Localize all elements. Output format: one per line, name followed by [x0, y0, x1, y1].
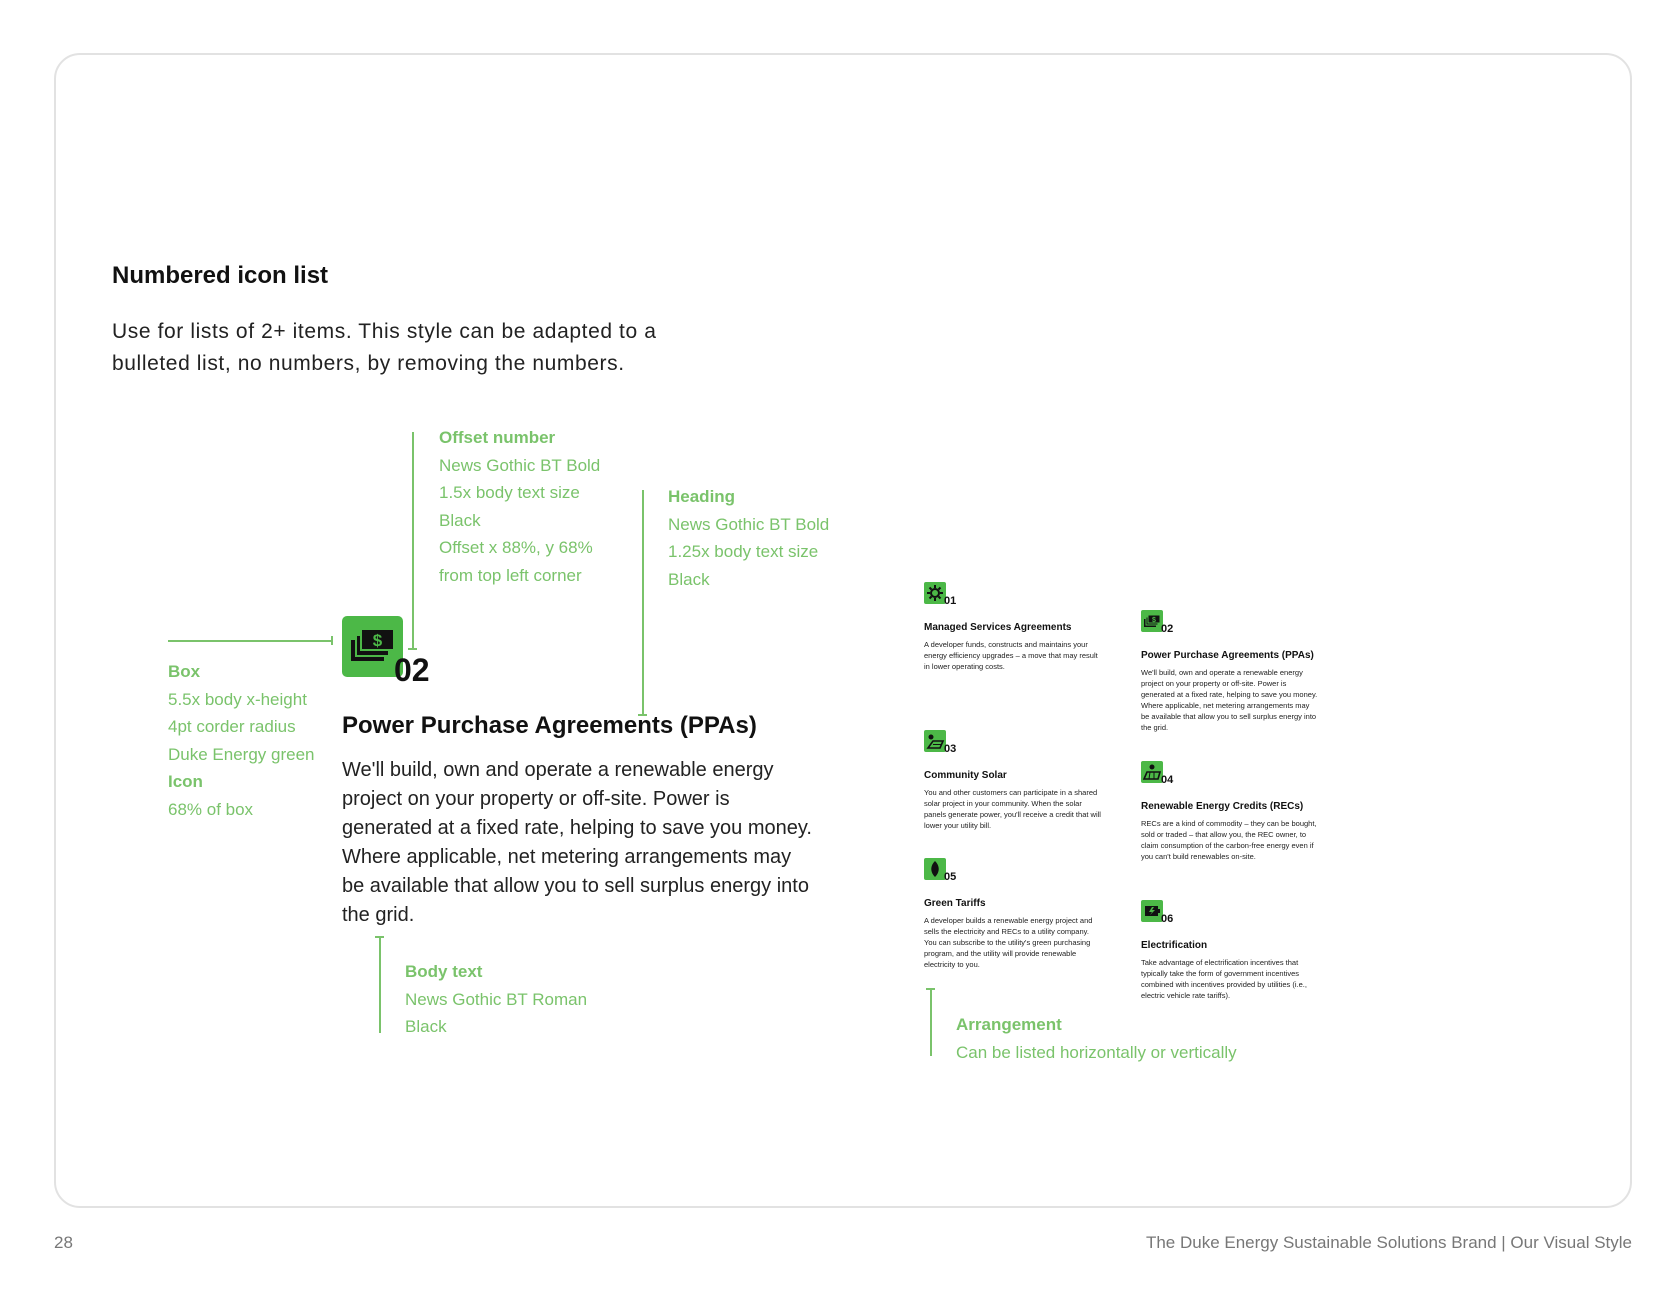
leaf-icon: [924, 858, 946, 880]
svg-text:$: $: [1152, 617, 1156, 624]
annotation-line: 68% of box: [168, 799, 254, 819]
box-annotation: [168, 658, 314, 823]
annotation-title: Body text: [405, 962, 483, 981]
heading-annotation: [668, 483, 829, 593]
list-item-box: [1141, 610, 1163, 632]
offset-number-annotation: [439, 424, 600, 589]
annotation-title: Offset number: [439, 428, 556, 447]
list-item-heading: Electrification: [1141, 940, 1208, 951]
list-item-heading: Managed Services Agreements: [924, 622, 1072, 633]
offset-number-leader-line: [412, 432, 414, 648]
heading-leader-line: [642, 490, 644, 714]
list-item-number: 06: [1161, 913, 1174, 925]
body-text-leader-tick: [375, 936, 384, 938]
annotation-line: Duke Energy green: [168, 744, 315, 764]
gear-icon: [924, 582, 946, 604]
annotation-title: Arrangement: [956, 1015, 1062, 1034]
annotation-line: 5.5x body x-height: [168, 689, 307, 709]
list-item-body: A developer funds, constructs and maintains your energy efficiency upgrades – a move that may result in lower operating costs.: [924, 640, 1098, 671]
list-item-number: 05: [944, 871, 957, 883]
list-item-box: [1141, 761, 1163, 783]
offset-number-leader-tick: [408, 648, 417, 650]
list-item-heading: Green Tariffs: [924, 898, 986, 909]
body-text-leader-line: [379, 936, 381, 1033]
box-leader-tick: [331, 636, 333, 645]
plug-icon: [1141, 900, 1163, 922]
list-item-box: [924, 582, 946, 604]
list-item-number: 04: [1161, 774, 1174, 786]
footer-title: The Duke Energy Sustainable Solutions Brand | Our Visual Style: [1145, 1233, 1632, 1252]
annotation-line: Offset x 88%, y 68%: [439, 538, 593, 557]
arrangement-leader-line: [930, 988, 932, 1056]
intro-text: Use for lists of 2+ items. This style can be adapted to a bulleted list, no numbers, by removing the numbers.: [112, 320, 657, 375]
page-number: 28: [54, 1233, 73, 1252]
annotation-line: Can be listed horizontally or vertically: [956, 1042, 1237, 1062]
section-title: Numbered icon list: [112, 262, 329, 289]
list-item-body: Take advantage of electrification incentives that typically take the form of government incentives combined with incentives provided by utilities (i.e., electric vehicle rate tariffs).: [1141, 958, 1307, 1000]
annotation-line: News Gothic BT Bold: [439, 455, 601, 475]
list-item-number: 02: [1161, 623, 1174, 635]
list-item-heading: Renewable Energy Credits (RECs): [1141, 801, 1304, 812]
annotation-line: Black: [668, 569, 710, 589]
annotation-title: Heading: [668, 487, 736, 506]
annotation-line: Black: [405, 1017, 447, 1036]
list-item-box: [1141, 900, 1163, 922]
annotation-line: News Gothic BT Roman: [405, 989, 588, 1009]
example-heading: Power Purchase Agreements (PPAs): [342, 712, 757, 739]
list-item-box: [924, 730, 946, 752]
svg-text:$: $: [372, 631, 383, 650]
annotation-line: 1.25x body text size: [668, 542, 819, 561]
annotation-line: 1.5x body text size: [439, 483, 580, 502]
arrangement-annotation: [956, 1011, 1237, 1066]
solar-credit-icon: [1141, 761, 1163, 783]
list-item-number: 03: [944, 743, 957, 755]
list-item-box: [924, 858, 946, 880]
example-body: We'll build, own and operate a renewable energy project on your property or off-site. Power is generated at a fixed rate, helping to save you money. Where applicable, net metering arrangements may be available that allow you to sell surplus energy into the grid.: [342, 759, 812, 926]
annotation-line: News Gothic BT Bold: [668, 514, 830, 534]
box-leader-line: [168, 640, 332, 642]
page-frame: [54, 53, 1632, 1208]
list-item-heading: Community Solar: [924, 770, 1007, 781]
solar-panel-icon: [924, 730, 946, 752]
example-number: 02: [394, 652, 430, 688]
list-item-number: 01: [944, 595, 957, 607]
annotation-line: 4pt corder radius: [168, 717, 296, 736]
list-item-body: A developer builds a renewable energy project and sells the electricity and RECs to a utility company. You can subscribe to the utility's green purchasing program, and the utility will provide renewable electricity to you.: [924, 916, 1093, 969]
money-icon: [1141, 610, 1163, 632]
list-item-body: We'll build, own and operate a renewable energy project on your property or off-site. Power is generated at a fixed rate, helping to save you money. Where applicable, net metering arrangements may be available that allow you to sell surplus energy into the grid.: [1141, 668, 1318, 732]
body-text-annotation: [405, 958, 587, 1041]
arrangement-leader-tick: [926, 988, 935, 990]
annotation-line: Black: [439, 510, 481, 530]
annotation-line: from top left corner: [439, 565, 582, 585]
list-item-body: You and other customers can participate in a shared solar project in your community. When the solar panels generate power, you'll receive a credit that will lower your utility bill.: [924, 788, 1101, 830]
list-item-body: RECs are a kind of commodity – they can be bought, sold or traded – that allow you, the REC owner, to claim consumption of the carbon-free energy even if you can't build renewables on-site.: [1141, 819, 1317, 861]
list-item-heading: Power Purchase Agreements (PPAs): [1141, 650, 1314, 661]
annotation-title: Box: [168, 662, 201, 681]
annotation-title: Icon: [168, 772, 203, 791]
